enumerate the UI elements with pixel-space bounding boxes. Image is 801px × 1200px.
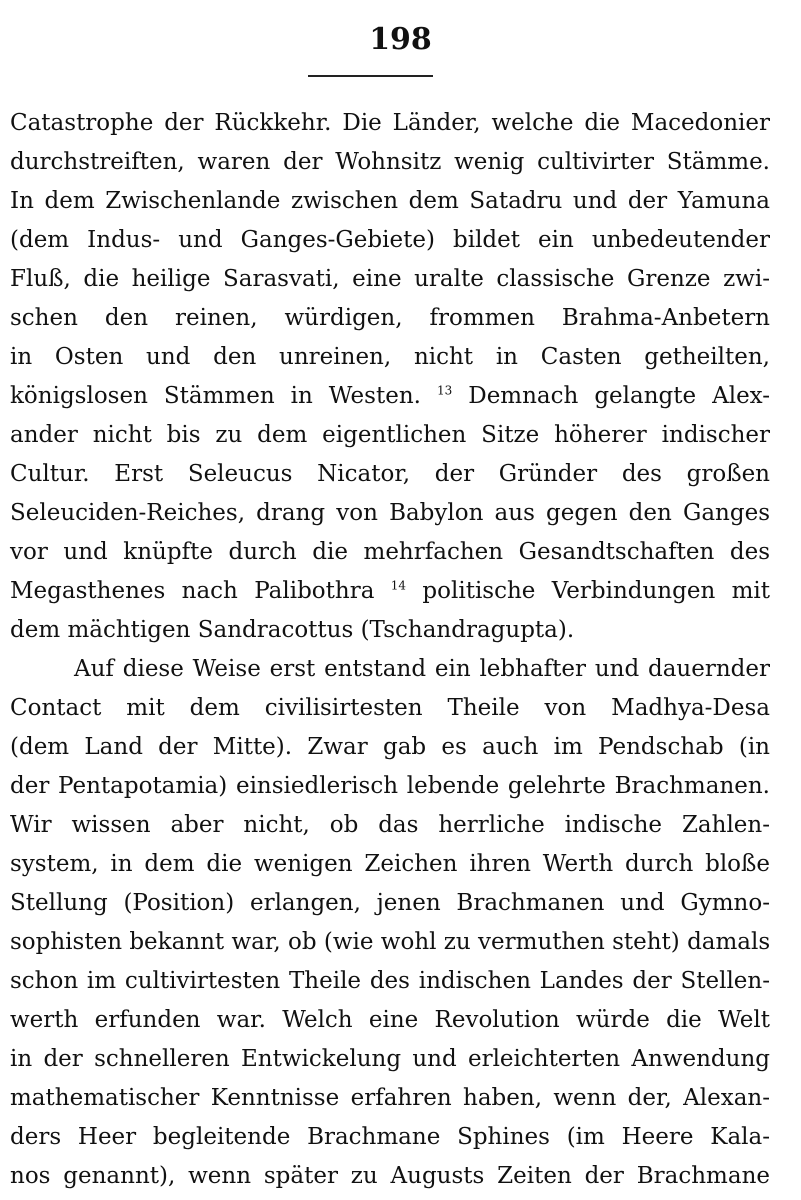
text-line: in Osten und den unreinen, nicht in Casten getheilten, xyxy=(10,344,770,370)
page-number: 198 xyxy=(369,22,432,57)
footnote-marker: 14 xyxy=(390,578,407,593)
body-text xyxy=(10,104,770,1196)
text-line: Wir wissen aber nicht, ob das herrliche indische Zahlen- xyxy=(10,812,770,838)
text-line: Auf diese Weise erst entstand ein lebhafter und dauernder xyxy=(74,656,770,682)
text-line: ders Heer begleitende Brachmane Sphines (im Heere Kala- xyxy=(10,1124,770,1150)
text-segment: Demnach gelangte Alex- xyxy=(468,383,771,409)
text-line: In dem Zwischenlande zwischen dem Satadru und der Yamuna xyxy=(10,188,770,214)
text-line: Catastrophe der Rückkehr. Die Länder, welche die Macedonier xyxy=(10,110,770,136)
text-line: nos genannt), wenn später zu Augusts Zeiten der Brachmane xyxy=(10,1163,770,1189)
text-segment: politische Verbindungen mit xyxy=(422,578,771,604)
text-line: Stellung (Position) erlangen, jenen Brachmanen und Gymno- xyxy=(10,890,770,916)
text-line: durchstreiften, waren der Wohnsitz wenig cultivirter Stämme. xyxy=(10,149,770,175)
text-line: Cultur. Erst Seleucus Nicator, der Gründer des großen xyxy=(10,461,770,487)
text-line: schon im cultivirtesten Theile des indischen Landes der Stellen- xyxy=(10,968,770,994)
text-segment: königslosen Stämmen in Westen. xyxy=(10,383,421,409)
text-line: der Pentapotamia) einsiedlerisch lebende gelehrte Brachmanen. xyxy=(10,773,770,799)
text-line: werth erfunden war. Welch eine Revolution würde die Welt xyxy=(10,1007,770,1033)
header-rule xyxy=(308,75,433,77)
text-line: system, in dem die wenigen Zeichen ihren Werth durch bloße xyxy=(10,851,770,877)
text-line: Fluß, die heilige Sarasvati, eine uralte classische Grenze zwi- xyxy=(10,266,770,292)
text-line: Contact mit dem civilisirtesten Theile von Madhya-Desa xyxy=(10,695,770,721)
text-line: in der schnelleren Entwickelung und erleichterten Anwendung xyxy=(10,1046,770,1072)
text-line: dem mächtigen Sandracottus (Tschandragupta). xyxy=(10,617,575,643)
text-line: mathematischer Kenntnisse erfahren haben, wenn der, Alexan- xyxy=(10,1085,770,1111)
text-line: schen den reinen, würdigen, frommen Brahma-Anbetern xyxy=(10,305,770,331)
text-line-with-note xyxy=(10,377,770,416)
footnote-marker: 13 xyxy=(436,383,453,398)
text-line: sophisten bekannt war, ob (wie wohl zu vermuthen steht) damals xyxy=(10,929,771,955)
text-line: ander nicht bis zu dem eigentlichen Sitze höherer indischer xyxy=(10,422,770,448)
text-line-with-note xyxy=(10,572,770,611)
text-line: (dem Land der Mitte). Zwar gab es auch im Pendschab (in xyxy=(10,734,770,760)
text-segment: Megasthenes nach Palibothra xyxy=(10,578,375,604)
text-line: (dem Indus- und Ganges-Gebiete) bildet ein unbedeutender xyxy=(10,227,770,253)
text-line: vor und knüpfte durch die mehrfachen Gesandtschaften des xyxy=(10,539,770,565)
text-line: Seleuciden-Reiches, drang von Babylon aus gegen den Ganges xyxy=(10,500,770,526)
